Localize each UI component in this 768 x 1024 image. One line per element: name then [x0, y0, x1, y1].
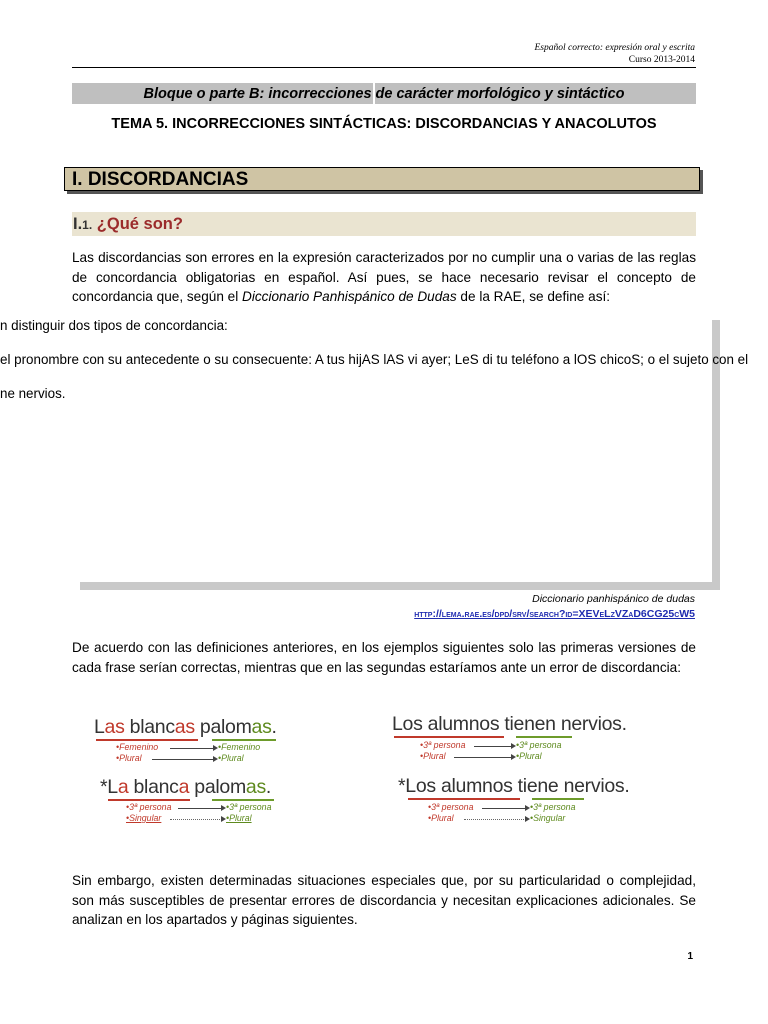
example-4-left-feature-1: •3ª persona	[428, 802, 474, 812]
example-1-underline-red	[96, 739, 198, 741]
example-2-right-feature-2: •Plural	[226, 813, 252, 823]
source-title: Diccionario panhispánico de dudas	[532, 593, 695, 605]
closing-paragraph: Sin embargo, existen determinadas situaciones especiales que, por su particularidad o complejidad, son más susceptibles de presentar errores de discordancia y necesitan explicaciones adicionales. Se analizan en los apartados y páginas siguientes.	[72, 873, 696, 927]
block-title-part2: de carácter morfológico y sintáctico	[375, 85, 625, 102]
course-header	[535, 42, 696, 66]
example-4-left-feature-2: •Plural	[428, 813, 454, 823]
example-3-right-feature-1: •3ª persona	[516, 740, 562, 750]
example-3-right-feature-2: •Plural	[516, 751, 542, 761]
example-2-right-feature-1: •3ª persona	[226, 802, 272, 812]
example-2-arrow-1	[178, 808, 222, 809]
intro-paragraph: Las discordancias son errores en la expresión caracterizados por no cumplir una o varias de las reglas de concordancia obligatorias en español. Así pues, se hace necesario revisar el concepto de concordancia que, según el Diccionario Panhispánico de Dudas de la RAE, se define así:	[72, 250, 696, 304]
example-4-underline-red	[408, 798, 520, 800]
example-4-sentence: *Los alumnos tiene nervios.	[398, 775, 630, 797]
example-3-left-feature-2: •Plural	[420, 751, 446, 761]
subsection-heading	[72, 212, 696, 236]
subsection-title: ¿Qué son?	[96, 215, 183, 233]
tema-title: TEMA 5. INCORRECCIONES SINTÁCTICAS: DISCORDANCIAS Y ANACOLUTOS	[111, 116, 657, 132]
quote-line-2: el pronombre con su antecedente o su consecuente: A tus hijAS lAS vi ayer; LeS di tu teléfono a lOS chicoS; o el sujeto con el	[0, 352, 749, 367]
source-link[interactable]: http://lema.rae.es/dpd/srv/search?id=XEVeLzVZaD6CG25cW5	[414, 608, 695, 620]
example-4-arrow-2	[464, 819, 526, 820]
example-2-left-feature-2: •Singular	[126, 813, 162, 823]
section-heading: I. DISCORDANCIAS	[64, 167, 700, 191]
example-3-arrow-2	[454, 757, 512, 758]
quote-line-1: n distinguir dos tipos de concordancia:	[0, 318, 228, 333]
example-2-underline-green	[212, 799, 274, 801]
block-title-bar	[72, 83, 696, 104]
example-1-left-feature-2: •Plural	[116, 753, 142, 763]
example-3-sentence: Los alumnos tienen nervios.	[392, 713, 627, 735]
block-title-separator	[373, 83, 375, 104]
page-number: 1	[687, 951, 693, 962]
header-divider	[72, 67, 696, 68]
examples-intro-paragraph: De acuerdo con las definiciones anteriores, en los ejemplos siguientes solo las primeras versiones de cada frase serían correctas, mientras que en las segundas estaríamos ante un error de discordancia:	[72, 640, 696, 675]
example-4-underline-green	[532, 798, 584, 800]
example-2-underline-red	[108, 799, 190, 801]
example-2-sentence: *La blanca palomas.	[100, 776, 272, 798]
block-title-part1: Bloque o parte B: incorrecciones	[143, 85, 372, 102]
example-1-left-feature-1: •Femenino	[116, 742, 159, 752]
example-4-right-feature-2: •Singular	[530, 813, 566, 823]
example-2-arrow-2	[170, 819, 222, 820]
dictionary-name: Diccionario Panhispánico de Dudas	[242, 289, 457, 304]
example-2-left-feature-1: •3ª persona	[126, 802, 172, 812]
example-3-underline-red	[394, 736, 504, 738]
example-1-arrow-1	[170, 748, 214, 749]
course-year: Curso 2013-2014	[628, 55, 695, 65]
example-1-arrow-2	[152, 759, 214, 760]
example-1-right-feature-1: •Femenino	[218, 742, 261, 752]
example-1-underline-green	[212, 739, 276, 741]
example-1-sentence: Las blancas palomas.	[94, 716, 277, 738]
quote-line-3: ne nervios.	[0, 386, 66, 401]
course-title: Español correcto: expresión oral y escrita	[534, 43, 695, 53]
source-citation	[414, 592, 695, 622]
example-3-arrow-1	[474, 746, 512, 747]
example-1-right-feature-2: •Plural	[218, 753, 244, 763]
example-3-left-feature-1: •3ª persona	[420, 740, 466, 750]
example-4-right-feature-1: •3ª persona	[530, 802, 576, 812]
example-4-arrow-1	[482, 808, 526, 809]
subsection-number: I.1.	[73, 215, 93, 233]
example-3-underline-green	[516, 736, 572, 738]
